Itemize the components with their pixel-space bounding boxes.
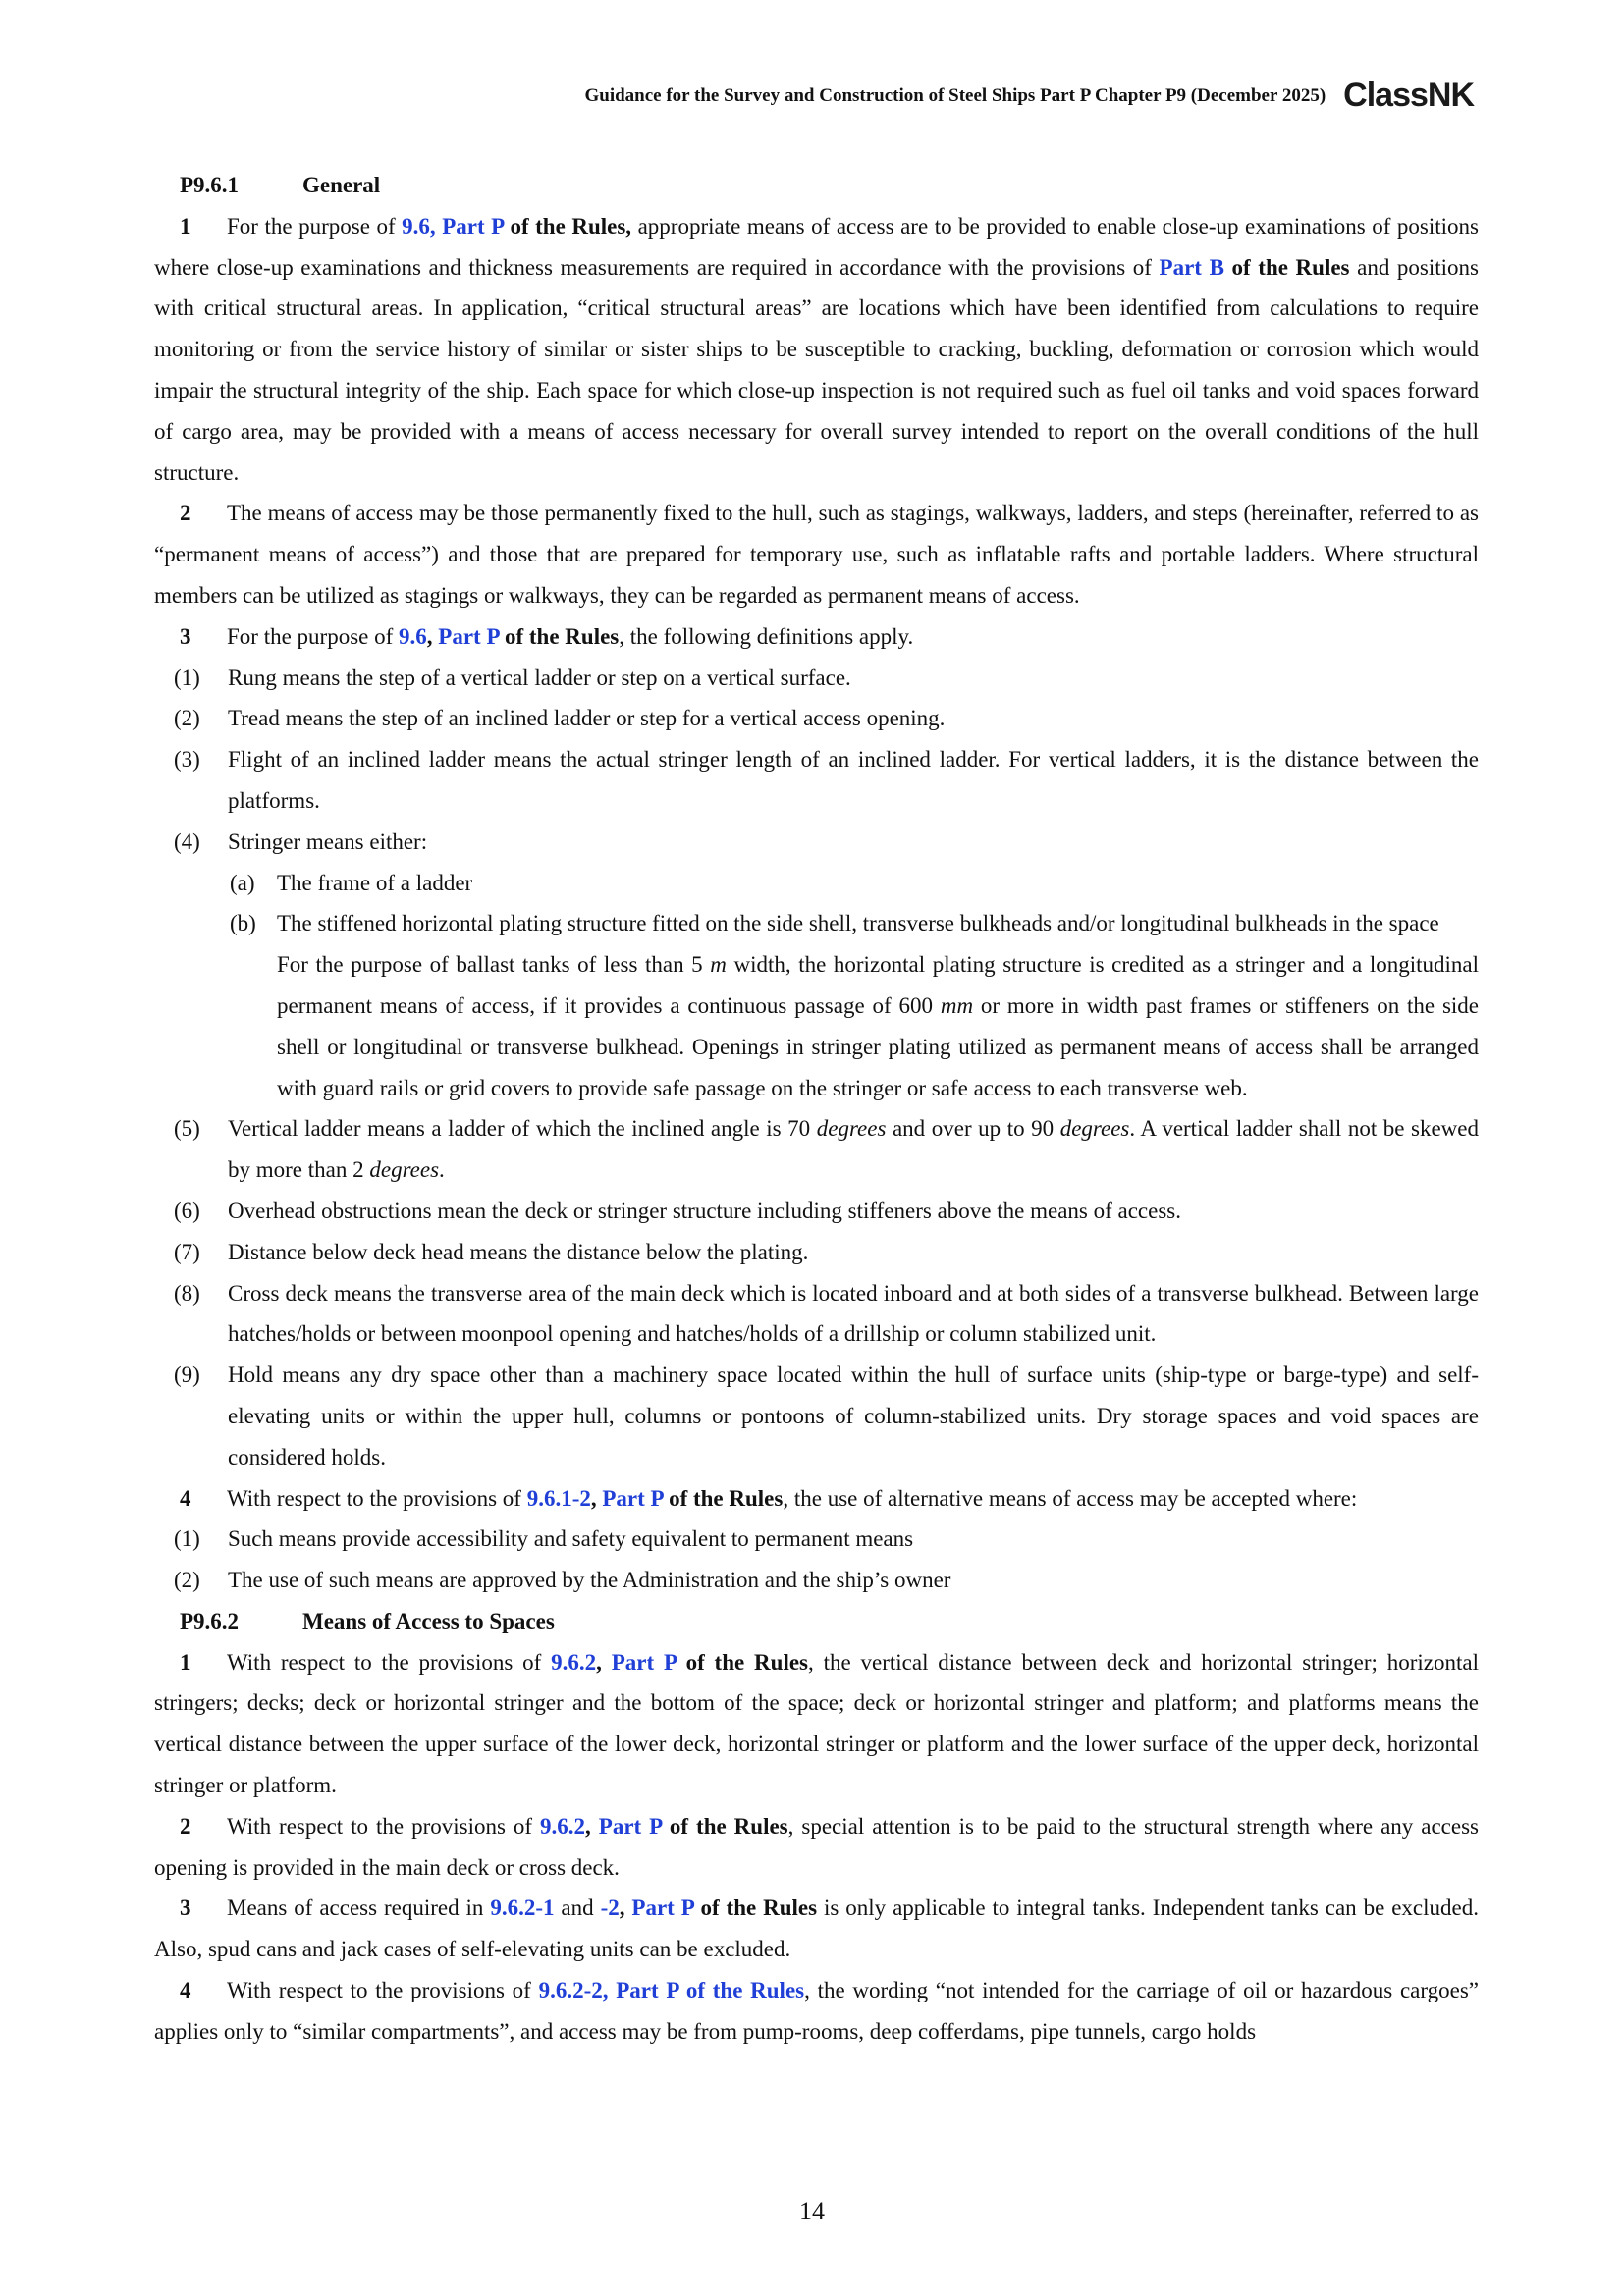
section-heading-p9-6-1 <box>154 165 1479 206</box>
text: . <box>439 1157 445 1183</box>
rule-link[interactable]: 9.6, Part P <box>402 213 504 239</box>
list-label: (8) <box>174 1280 200 1306</box>
text: width, the horizontal plating structure is credited as a stringer and a longitudinal permanent means of access, if it provides a continuous passage of 600 <box>277 952 1479 1018</box>
sub-list-item <box>154 863 1479 904</box>
text: For the purpose of ballast tanks of less than 5 <box>277 952 711 978</box>
list-label: (2) <box>174 706 200 731</box>
section-title: Means of Access to Spaces <box>302 1608 555 1633</box>
paragraph-3 <box>154 616 1479 658</box>
page-number: 14 <box>799 2197 825 2225</box>
rule-link[interactable]: 9.6.1-2 <box>526 1485 591 1511</box>
bold-text: , <box>585 1813 599 1839</box>
list-label: (6) <box>174 1198 200 1223</box>
text: appropriate means of access are to be provided to enable close-up examinations of positions where close-up examinations and thickness measurements are required in accordance with the provisions of <box>154 213 1479 280</box>
list-label: (1) <box>174 1526 200 1552</box>
list-item <box>154 658 1479 699</box>
rule-link[interactable]: Part P <box>631 1896 694 1921</box>
list-label: (5) <box>174 1116 200 1142</box>
text: , the following definitions apply. <box>619 623 914 649</box>
list-text: Rung means the step of a vertical ladder or step on a vertical surface. <box>228 665 851 690</box>
section-title: General <box>302 173 381 197</box>
bold-text: of the Rules <box>693 1896 818 1921</box>
text: With respect to the provisions of <box>227 1813 541 1839</box>
paragraph-number: 4 <box>180 1485 191 1511</box>
paragraph-1 <box>154 1642 1479 1806</box>
text: , the use of alternative means of access may be accepted where: <box>783 1485 1358 1511</box>
page-header <box>584 77 1474 115</box>
list-text: Overhead obstructions mean the deck or stringer structure including stiffeners above the means of access. <box>228 1198 1181 1223</box>
list-item <box>154 739 1479 822</box>
rule-link[interactable]: Part B <box>1159 254 1224 280</box>
paragraph-1 <box>154 206 1479 494</box>
paragraph-number: 2 <box>180 1813 191 1839</box>
paragraph-number: 3 <box>180 1896 191 1921</box>
classnk-logo: ClassNK <box>1343 77 1474 114</box>
text: , the vertical distance between deck and horizontal stringer; horizontal stringers; decks; deck or horizontal stringer and the bottom of the space; deck or horizontal stringer and platform; and platforms means the vertical distance between the upper surface of the lower deck, horizontal stringer or platform and the lower surface of the upper deck, horizontal stringer or platform. <box>154 1649 1479 1798</box>
paragraph-number: 1 <box>180 213 191 239</box>
bold-text: of the Rules <box>676 1649 808 1675</box>
list-text: Hold means any dry space other than a machinery space located within the hull of surface units (ship-type or barge-type) and self-elevating units or within the upper hull, columns or pontoons of column-stabilized units. Dry storage spaces and void spaces are considered holds. <box>228 1362 1479 1469</box>
list-label: (1) <box>174 665 200 690</box>
list-text: Stringer means either: <box>228 828 428 854</box>
unit: mm <box>940 992 974 1018</box>
list-text: Flight of an inclined ladder means the actual stringer length of an inclined ladder. For vertical ladders, it is the distance between the platforms. <box>228 747 1479 813</box>
rule-link[interactable]: Part P <box>611 1649 677 1675</box>
paragraph-4 <box>154 1478 1479 1520</box>
list-label: (2) <box>174 1568 200 1593</box>
rule-link[interactable]: Part P of the Rules <box>616 1978 805 2003</box>
rule-link[interactable]: Part P <box>602 1485 664 1511</box>
rule-link[interactable]: 9.6.2 <box>540 1813 586 1839</box>
list-item <box>154 1560 1479 1601</box>
bold-text: of the Rules <box>661 1813 788 1839</box>
text: The means of access may be those permanently fixed to the hull, such as stagings, walkways, ladders, and steps (hereinafter, referred to as “permanent means of access”) and those that are prepared for temporary use, such as inflatable rafts and portable ladders. Where structural members can be utilized as stagings or walkways, they can be regarded as permanent means of access. <box>154 501 1479 608</box>
list-item <box>154 1191 1479 1232</box>
bold-text: , <box>590 1485 603 1511</box>
sub-list-text: The frame of a ladder <box>277 870 473 895</box>
bold-text: of the Rules <box>1223 254 1350 280</box>
bold-text: of the Rules, <box>503 213 632 239</box>
unit: m <box>710 952 727 978</box>
unit: degrees <box>1059 1116 1130 1142</box>
sub-list-label: (a) <box>230 870 255 895</box>
rule-link[interactable]: -2 <box>600 1896 620 1921</box>
list-label: (3) <box>174 747 200 773</box>
text: Vertical ladder means a ladder of which the inclined angle is 70 <box>228 1116 817 1142</box>
text: , the wording “not intended for the carriage of oil or hazardous cargoes” applies only to “similar compartments”, and access may be from pump-rooms, deep cofferdams, pipe tunnels, cargo holds <box>154 1978 1479 2044</box>
rule-link[interactable]: Part P <box>598 1813 662 1839</box>
section-heading-p9-6-2 <box>154 1601 1479 1642</box>
body-content <box>154 165 1479 2053</box>
text: With respect to the provisions of <box>227 1978 539 2003</box>
paragraph-2 <box>154 493 1479 615</box>
section-number: P9.6.1 <box>180 173 240 197</box>
paragraph-number: 1 <box>180 1649 191 1675</box>
paragraph-3 <box>154 1888 1479 1970</box>
text: and positions with critical structural areas. In application, “critical structural areas” are locations which have been identified from calculations to require monitoring or from the service history of similar or sister ships to be susceptible to cracking, buckling, deformation or corrosion which would impair the structural integrity of the ship. Each space for which close-up inspection is not required such as fuel oil tanks and void spaces forward of cargo area, may be provided with a means of access necessary for overall survey intended to report on the overall conditions of the hull structure. <box>154 254 1480 485</box>
text: For the purpose of <box>227 213 403 239</box>
rule-link[interactable]: 9.6.2 <box>551 1649 597 1675</box>
unit: degrees <box>369 1157 440 1183</box>
list-item <box>154 1108 1479 1191</box>
list-text: The use of such means are approved by the Administration and the ship’s owner <box>228 1568 951 1593</box>
bold-text: of the Rules <box>663 1485 784 1511</box>
unit: degrees <box>816 1116 887 1142</box>
sub-list-item <box>154 903 1479 944</box>
list-label: (7) <box>174 1239 200 1264</box>
paragraph-number: 4 <box>180 1978 191 2003</box>
list-item <box>154 1355 1479 1477</box>
text: For the purpose of <box>227 623 400 649</box>
text: . A vertical ladder shall not be skewed by more than 2 <box>228 1116 1480 1183</box>
list-text: Cross deck means the transverse area of the main deck which is located inboard and at both sides of a transverse bulkhead. Between large hatches/holds or between moonpool opening and hatches/holds of a drillship or column stabilized unit. <box>228 1280 1479 1347</box>
text: and <box>554 1896 601 1921</box>
text: Means of access required in <box>227 1896 491 1921</box>
sub-list-continuation <box>154 944 1479 1108</box>
text: With respect to the provisions of <box>227 1485 527 1511</box>
section-number: P9.6.2 <box>180 1608 240 1633</box>
rule-link[interactable]: Part P <box>438 623 500 649</box>
header-title: Guidance for the Survey and Construction of Steel Ships Part P Chapter P9 (December 2025) <box>584 84 1326 106</box>
list-item <box>154 1232 1479 1273</box>
text: and over up to 90 <box>886 1116 1060 1142</box>
paragraph-number: 3 <box>180 623 191 649</box>
bold-text: , <box>619 1896 632 1921</box>
list-label: (9) <box>174 1362 200 1388</box>
bold-text: of the Rules <box>499 623 620 649</box>
paragraph-2 <box>154 1806 1479 1889</box>
sub-list-text: The stiffened horizontal plating structure fitted on the side shell, transverse bulkheads and/or longitudinal bulkheads in the space <box>277 911 1439 936</box>
list-item <box>154 1273 1479 1356</box>
rule-link[interactable]: 9.6 <box>399 623 427 649</box>
text: or more in width past frames or stiffeners on the side shell or longitudinal or transverse bulkhead. Openings in stringer plating utilized as permanent means of access shall be arranged with guard rails or grid covers to provide safe passage on the stringer or safe access to each transverse web. <box>277 992 1479 1100</box>
list-label: (4) <box>174 828 200 854</box>
text: is only applicable to integral tanks. Independent tanks can be excluded. Also, spud cans and jack cases of self-elevating units can be excluded. <box>154 1896 1479 1962</box>
list-item <box>154 698 1479 739</box>
list-text: Tread means the step of an inclined ladder or step for a vertical access opening. <box>228 706 946 731</box>
list-text: Such means provide accessibility and safety equivalent to permanent means <box>228 1526 914 1552</box>
rule-link[interactable]: 9.6.2-2 <box>538 1978 603 2003</box>
list-item <box>154 822 1479 863</box>
text: , special attention is to be paid to the structural strength where any access opening is provided in the main deck or cross deck. <box>154 1813 1479 1880</box>
sub-list-label: (b) <box>230 911 256 936</box>
list-text: Distance below deck head means the distance below the plating. <box>228 1239 809 1264</box>
paragraph-number: 2 <box>180 501 191 526</box>
bold-text: , <box>602 1978 617 2003</box>
list-item <box>154 1519 1479 1560</box>
paragraph-4 <box>154 1970 1479 2053</box>
text: With respect to the provisions of <box>227 1649 552 1675</box>
bold-text: , <box>426 623 439 649</box>
bold-text: , <box>596 1649 612 1675</box>
rule-link[interactable]: 9.6.2-1 <box>490 1896 555 1921</box>
